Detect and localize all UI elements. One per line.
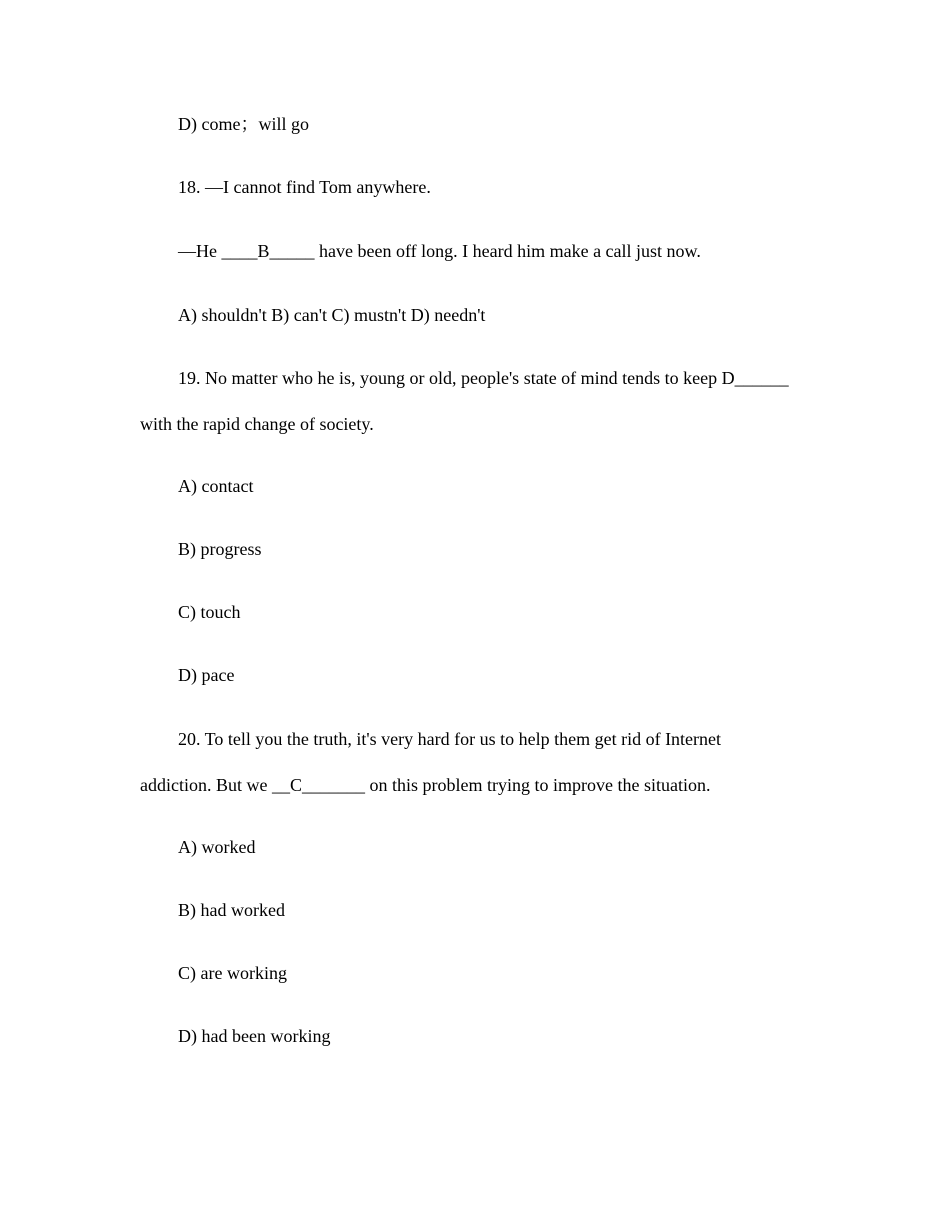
q19-question-line1: 19. No matter who he is, young or old, people's state of mind tends to keep D______ (178, 368, 789, 388)
q18-response: —He ____B_____ have been off long. I heard him make a call just now. (178, 241, 701, 261)
q19-option-b: B) progress (178, 539, 262, 559)
q18-options: A) shouldn't B) can't C) mustn't D) needn't (178, 305, 486, 325)
q20-option-c: C) are working (178, 963, 287, 983)
q19-option-d: D) pace (178, 665, 235, 685)
q20-question-line1: 20. To tell you the truth, it's very hard for us to help them get rid of Internet (178, 729, 722, 749)
q18-prompt: 18. —I cannot find Tom anywhere. (178, 177, 431, 197)
q19-option-c: C) touch (178, 602, 241, 622)
q20-option-d: D) had been working (178, 1026, 331, 1046)
q17-option-d: D) come；will go (178, 114, 309, 134)
q20-question-line2: addiction. But we __C_______ on this problem trying to improve the situation. (140, 775, 711, 795)
q19-option-a: A) contact (178, 476, 254, 496)
q19-question-line2: with the rapid change of society. (140, 414, 374, 434)
q20-option-b: B) had worked (178, 900, 285, 920)
q20-option-a: A) worked (178, 837, 256, 857)
